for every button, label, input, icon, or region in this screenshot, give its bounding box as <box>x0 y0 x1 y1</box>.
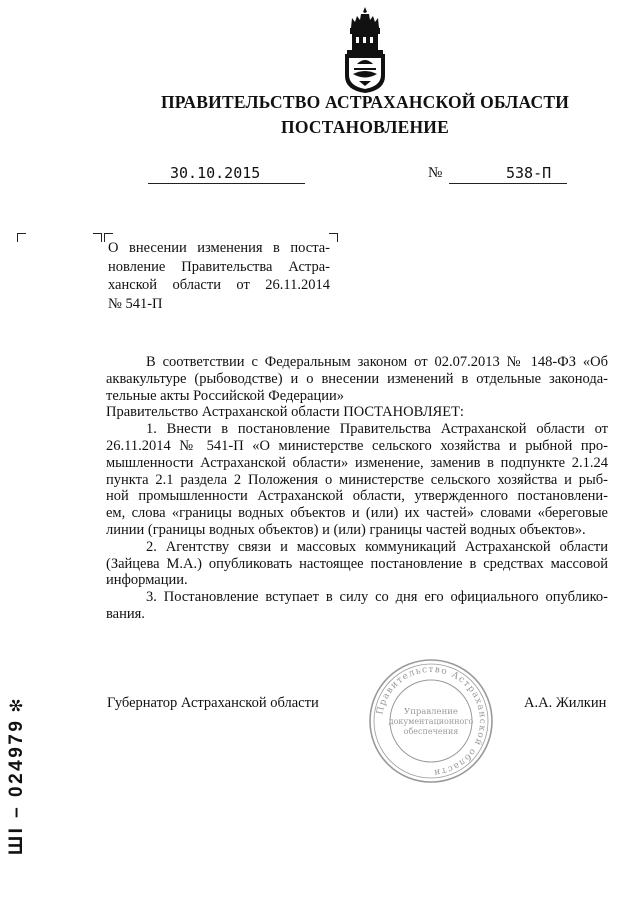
svg-text:документационного: документационного <box>388 717 474 726</box>
serial-number: ШI – 024979 <box>6 718 27 855</box>
body-line: 26.11.2014 № 541-П «О министерстве сельского хозяйства и рыбной про- <box>106 437 608 454</box>
margin-serial-code <box>6 698 28 855</box>
body-line: мышленности Астраханской области» изменение, заменив в подпункте 2.1.24 <box>106 454 608 471</box>
body-line: (Зайцева М.А.) опубликовать настоящее постановление в средствах массовой <box>106 555 608 572</box>
subject-line: О внесении изменения в поста- <box>108 240 330 256</box>
subject-block <box>108 239 330 313</box>
body-line: тельные акты Российской Федерации» <box>106 387 344 404</box>
signer-name: А.А. Жилкин <box>524 695 607 711</box>
coat-of-arms-emblem <box>339 6 391 94</box>
body-line: информации. <box>106 572 188 589</box>
signer-title: Губернатор Астраханской области <box>107 695 319 711</box>
corner-mark-subject-left <box>93 233 102 242</box>
corner-mark-left <box>17 233 26 242</box>
body-line: Правительство Астраханской области ПОСТАНОВЛЯЕТ: <box>106 404 464 421</box>
date-field <box>148 164 305 184</box>
body-line: аквакультуре (рыбоводстве) и о внесении изменений в отдельные законода- <box>106 370 608 387</box>
body-line: пункта 2.1 раздела 2 Положения о министерстве сельского хозяйства и рыб- <box>106 471 608 488</box>
body-line: вания. <box>106 605 145 622</box>
document-type-title: ПОСТАНОВЛЕНИЕ <box>281 117 449 137</box>
document-date: 30.10.2015 <box>170 164 261 182</box>
body-line: ной промышленности Астраханской области, утвержденного постановлени- <box>106 488 608 505</box>
svg-text:обеспечения: обеспечения <box>403 727 459 736</box>
star-mark-icon: ✻ <box>7 698 26 713</box>
body-line: 3. Постановление вступает в силу со дня его официального опублико- <box>146 589 608 606</box>
body-line: 1. Внести в постановление Правительства Астраханской области от <box>146 421 608 438</box>
number-sign: № <box>428 165 443 181</box>
svg-text:Правительство Астраханской обл: Правительство Астраханской области <box>375 664 488 778</box>
body-line: 2. Агентству связи и массовых коммуникаций Астраханской области <box>146 538 608 555</box>
number-field <box>449 164 567 184</box>
body-text <box>106 354 608 623</box>
body-line: линии (границы водных объектов) и (или) границы частей водных объектов». <box>106 521 586 538</box>
government-title: ПРАВИТЕЛЬСТВО АСТРАХАНСКОЙ ОБЛАСТИ <box>160 92 570 112</box>
subject-line: № 541-П <box>108 295 163 312</box>
subject-line: новление Правительства Астра- <box>108 258 330 275</box>
subject-line: ханской области от 26.11.2014 <box>108 277 330 294</box>
corner-mark-subject-right <box>329 233 338 242</box>
svg-text:Управление: Управление <box>404 707 458 717</box>
document-number: 538-П <box>506 164 552 182</box>
body-line: В соответствии с Федеральным законом от 02.07.2013 № 148-ФЗ «Об <box>146 354 608 370</box>
official-seal-stamp <box>366 656 496 786</box>
body-line: ем, слова «границы водных объектов и (или) их частей» словами «береговые <box>106 505 608 522</box>
